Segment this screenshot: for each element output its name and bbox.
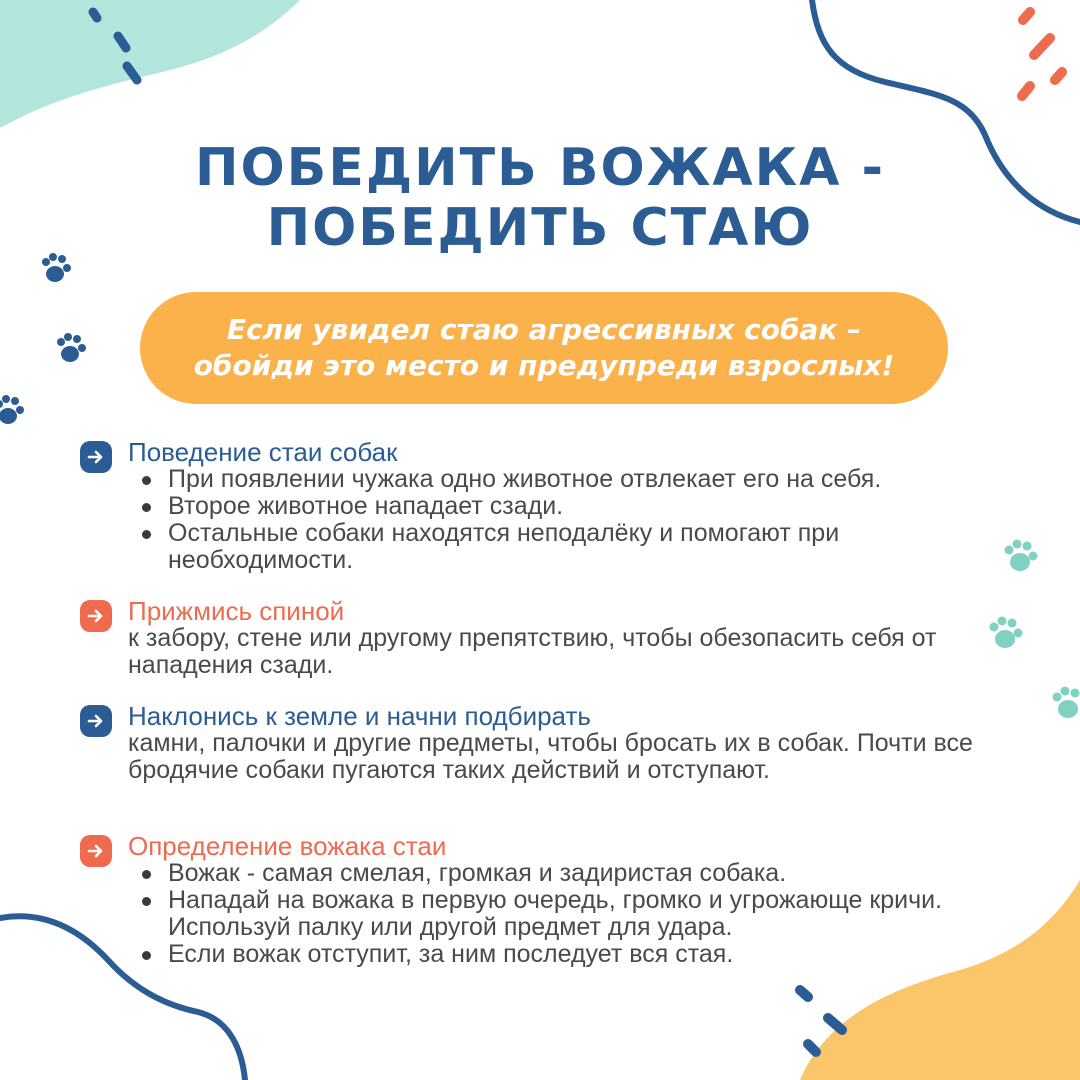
mint-blob-top-left: [0, 0, 300, 128]
section-body: [128, 625, 1008, 679]
section-text: камни, палочки и другие предметы, чтобы бросать их в собак. Почти все бродячие собаки пугаются таких действий и отступают.: [128, 729, 973, 784]
section-heading: Определение вожака стаи: [128, 831, 447, 861]
page-title-line-1: ПОБЕДИТЬ ВОЖАКА -: [194, 138, 886, 198]
list-item: Нападай на вожака в первую очередь, громко и угрожающе кричи. Используй палку или другой предмет для удара.: [168, 887, 988, 941]
list-item: Вожак - самая смелая, громкая и задиристая собака.: [168, 860, 1008, 887]
arrow-right-icon: [80, 441, 112, 473]
paw-print-icon: [57, 333, 86, 362]
paw-print-icon: [42, 253, 71, 282]
section-heading: Прижмись спиной: [128, 596, 345, 626]
list-item: Если вожак отступит, за ним последует вся стая.: [168, 941, 1008, 968]
paw-print-icon: [1053, 687, 1080, 719]
list-item: При появлении чужака одно животное отвлекает его на себя.: [168, 466, 1008, 493]
paw-print-icon: [0, 395, 24, 424]
list-item: Остальные собаки находятся неподалёку и помогают при необходимости.: [168, 520, 908, 574]
arrow-right-icon: [80, 600, 112, 632]
section-body: [128, 466, 1008, 574]
section-text: к забору, стене или другому препятствию, чтобы обезопасить себя от нападения сзади.: [128, 624, 937, 679]
paw-print-icon: [1005, 540, 1038, 572]
page-title-line-2: ПОБЕДИТЬ СТАЮ: [266, 198, 814, 258]
section-heading: Поведение стаи собак: [128, 437, 398, 467]
section-heading: Наклонись к земле и начни подбирать: [128, 701, 591, 731]
section-body: [128, 730, 1008, 784]
warning-banner: [140, 292, 948, 404]
warning-banner-line-2: обойди это место и предупреди взрослых!: [193, 349, 895, 382]
dashes-top-right: [1022, 12, 1062, 96]
arrow-right-icon: [80, 835, 112, 867]
warning-banner-line-1: Если увидел стаю агрессивных собак –: [226, 313, 862, 346]
list-item: Второе животное нападает сзади.: [168, 493, 1008, 520]
arrow-right-icon: [80, 705, 112, 737]
section-body: [128, 860, 1008, 968]
